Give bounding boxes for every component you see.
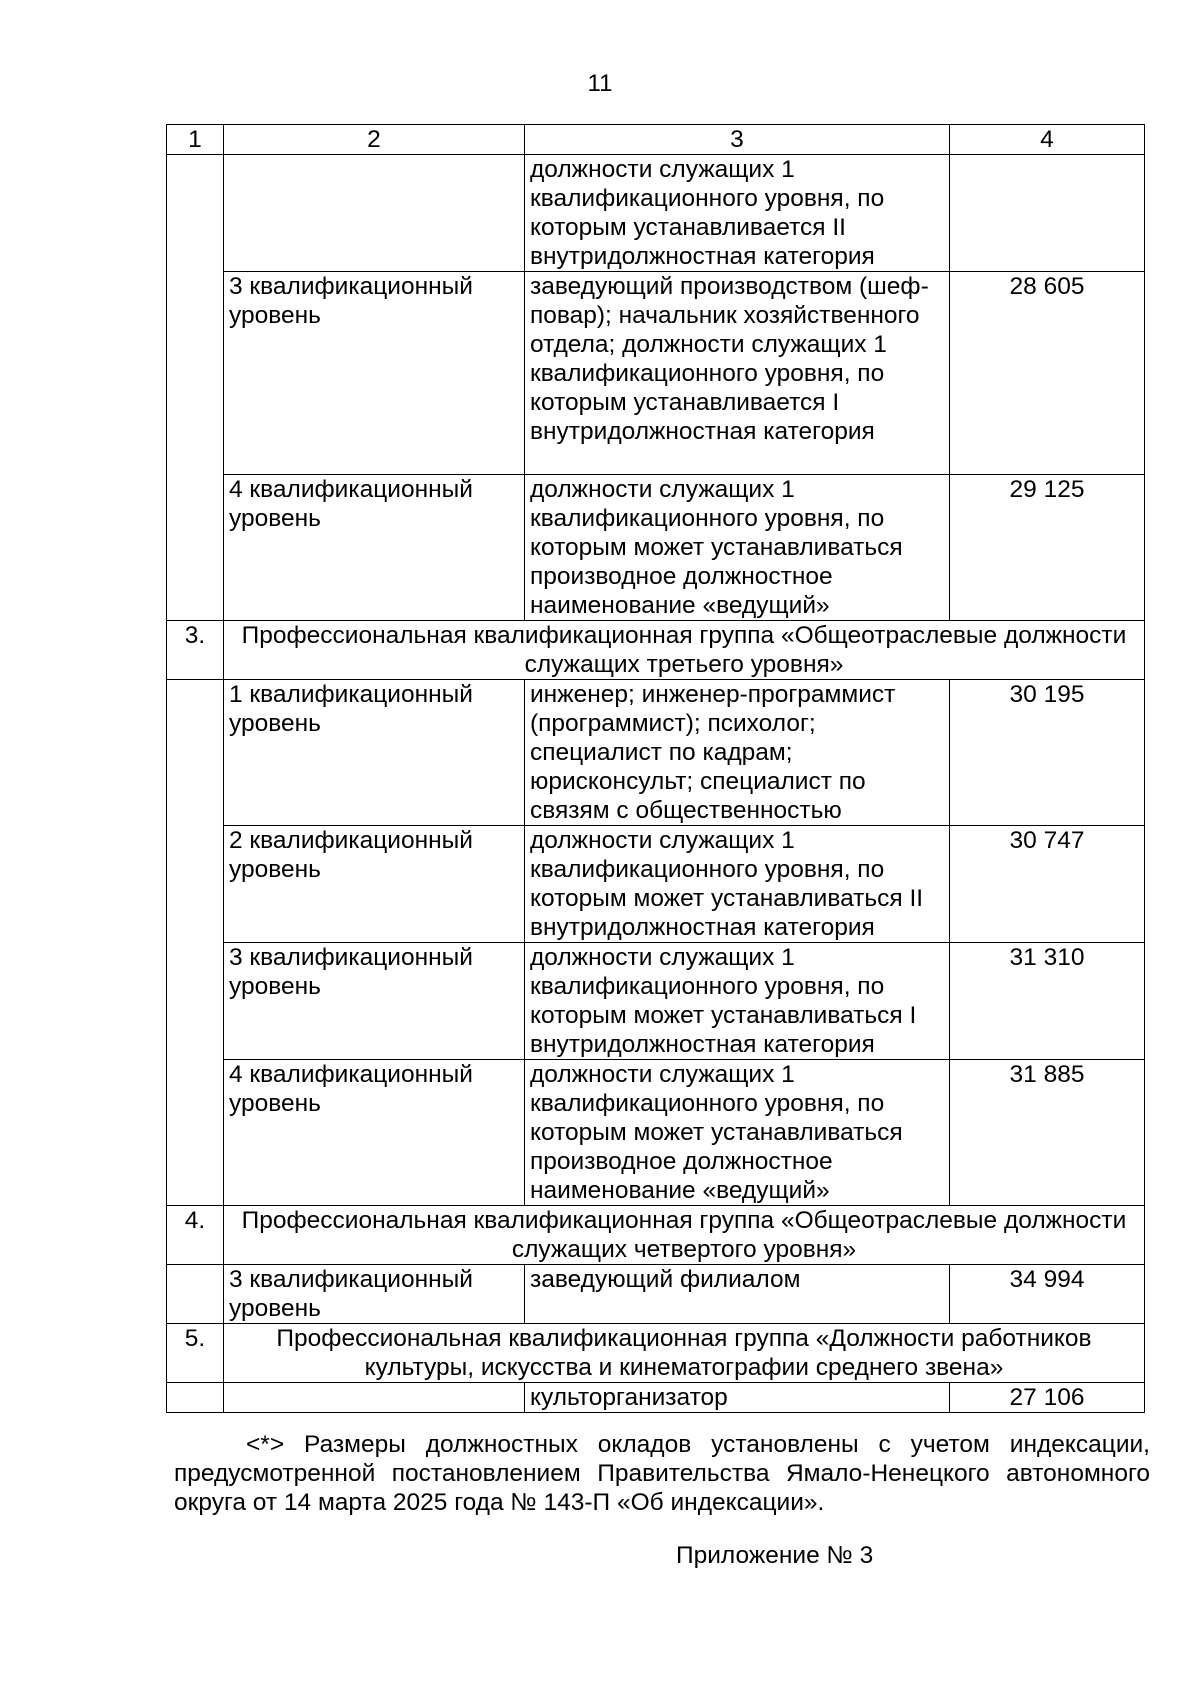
group-number: 3. — [167, 621, 224, 680]
table-row — [167, 680, 1145, 826]
salary-cell: 29 125 — [950, 475, 1145, 621]
table-row — [167, 155, 1145, 272]
salary-cell: 31 885 — [950, 1060, 1145, 1206]
salary-cell: 28 605 — [950, 272, 1145, 475]
column-header-1: 1 — [167, 125, 224, 155]
group-title: Профессиональная квалификационная группа «Общеотраслевые должности служащих четвертого уровня» — [224, 1206, 1145, 1265]
group-row — [167, 1206, 1145, 1265]
appendix-label: Приложение № 3 — [676, 1542, 874, 1569]
positions-cell: должности служащих 1 квалификационного уровня, по которым может устанавливаться II внутридолжностная категория — [525, 826, 950, 943]
positions-cell: должности служащих 1 квалификационного уровня, по которым может устанавливаться I внутридолжностная категория — [525, 943, 950, 1060]
level-cell: 3 квалификационный уровень — [224, 943, 525, 1060]
level-cell: 2 квалификационный уровень — [224, 826, 525, 943]
table-row — [167, 1265, 1145, 1324]
level-cell: 3 квалификационный уровень — [224, 272, 525, 475]
level-cell: 4 квалификационный уровень — [224, 475, 525, 621]
footnote — [174, 1430, 1150, 1517]
positions-cell: инженер; инженер-программист (программист); психолог; специалист по кадрам; юрисконсульт; специалист по связям с общественностью — [525, 680, 950, 826]
group-title: Профессиональная квалификационная группа «Общеотраслевые должности служащих третьего уровня» — [224, 621, 1145, 680]
positions-cell: заведующий филиалом — [525, 1265, 950, 1324]
level-cell — [224, 1383, 525, 1413]
column-header-3: 3 — [525, 125, 950, 155]
salary-cell: 27 106 — [950, 1383, 1145, 1413]
group-row — [167, 1324, 1145, 1383]
page-number: 11 — [587, 70, 613, 97]
level-cell: 4 квалификационный уровень — [224, 1060, 525, 1206]
group-row — [167, 621, 1145, 680]
positions-cell: должности служащих 1 квалификационного уровня, по которым может устанавливаться производное должностное наименование «ведущий» — [525, 475, 950, 621]
group-number: 4. — [167, 1206, 224, 1265]
salary-table — [166, 124, 1145, 1413]
positions-cell: должности служащих 1 квалификационного уровня, по которым может устанавливаться производное должностное наименование «ведущий» — [525, 1060, 950, 1206]
salary-cell: 34 994 — [950, 1265, 1145, 1324]
table-row — [167, 1383, 1145, 1413]
level-cell: 1 квалификационный уровень — [224, 680, 525, 826]
positions-cell: должности служащих 1 квалификационного уровня, по которым устанавливается II внутридолжностная категория — [525, 155, 950, 272]
salary-cell: 31 310 — [950, 943, 1145, 1060]
table-header-row — [167, 125, 1145, 155]
table-row — [167, 1060, 1145, 1206]
table-row — [167, 475, 1145, 621]
salary-cell: 30 747 — [950, 826, 1145, 943]
group-number: 5. — [167, 1324, 224, 1383]
column-header-2: 2 — [224, 125, 525, 155]
footnote-text: <*> Размеры должностных окладов установлены с учетом индексации, предусмотренной постановлением Правительства Ямало-Ненецкого автономного округа от 14 марта 2025 года № 143-П «Об индексации». — [174, 1431, 1150, 1516]
level-cell: 3 квалификационный уровень — [224, 1265, 525, 1324]
table-row — [167, 826, 1145, 943]
column-header-4: 4 — [950, 125, 1145, 155]
salary-cell: 30 195 — [950, 680, 1145, 826]
table-row — [167, 943, 1145, 1060]
positions-cell: культорганизатор — [525, 1383, 950, 1413]
group-title: Профессиональная квалификационная группа «Должности работников культуры, искусства и кинематографии среднего звена» — [224, 1324, 1145, 1383]
positions-cell: заведующий производством (шеф-повар); начальник хозяйственного отдела; должности служащих 1 квалификационного уровня, по которым устанавливается I внутридолжностная категория — [525, 272, 950, 475]
table-row — [167, 272, 1145, 475]
